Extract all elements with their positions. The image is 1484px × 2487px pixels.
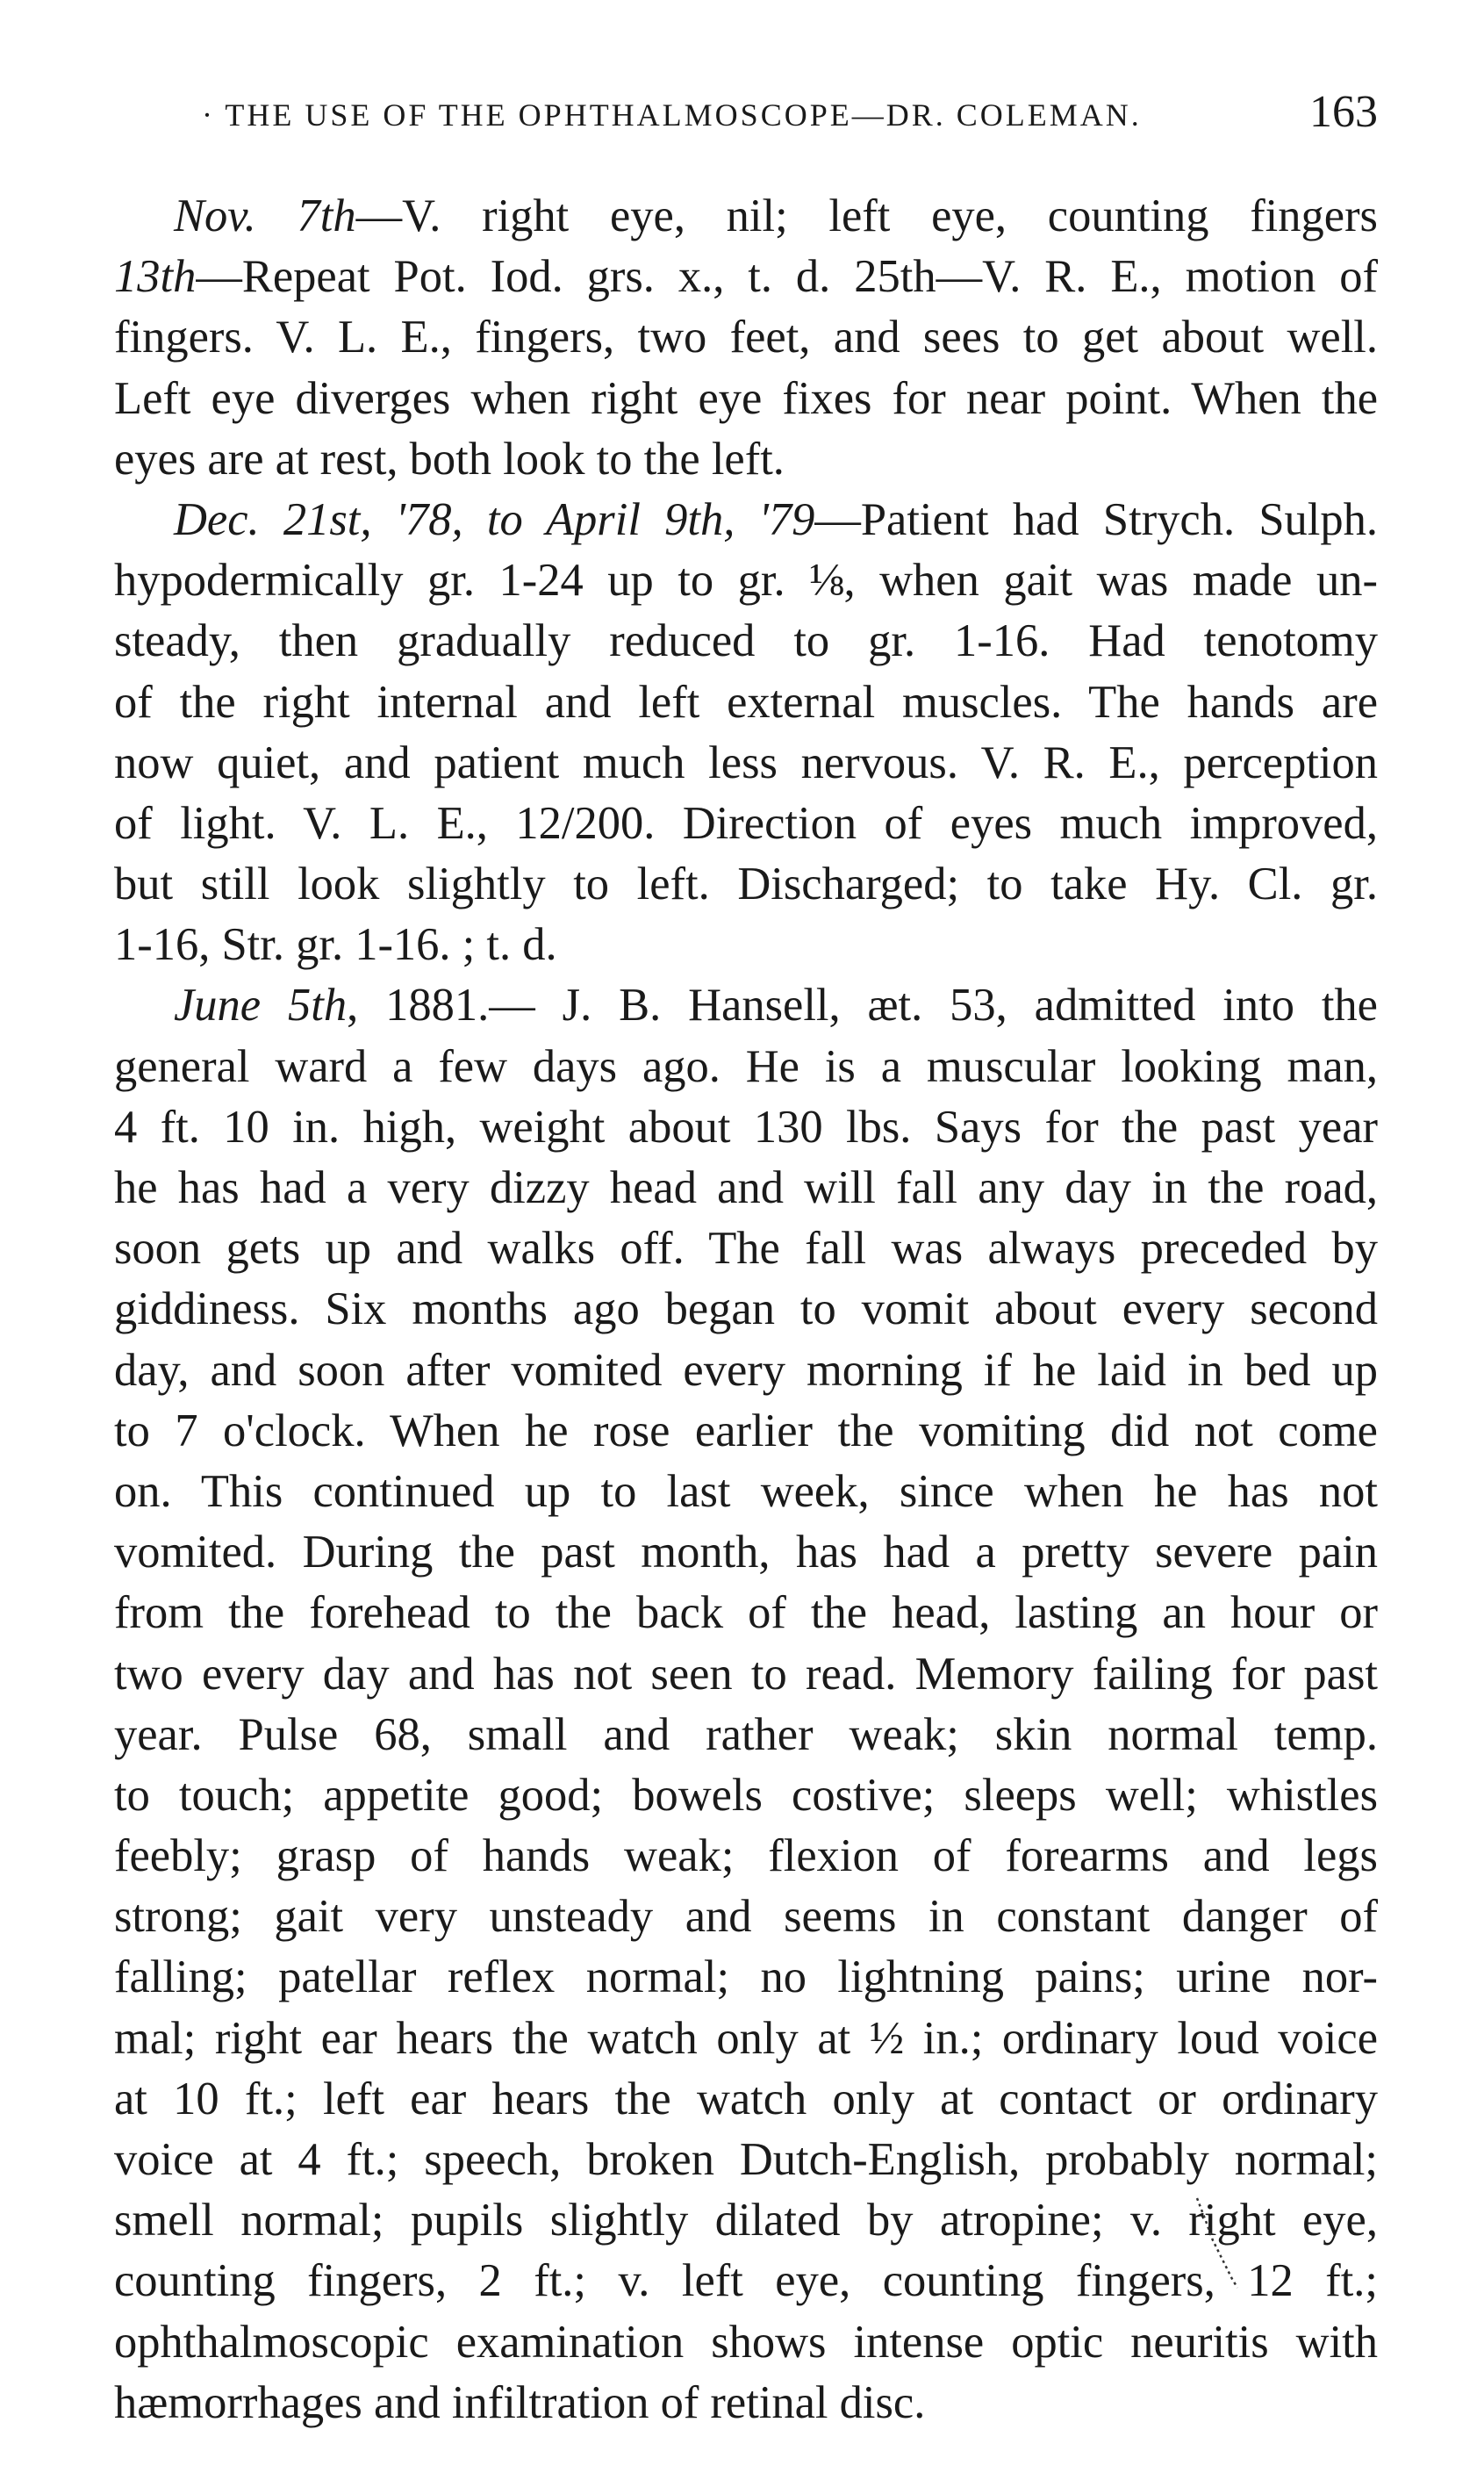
italic-date: June 5th — [174, 980, 348, 1031]
line-text: general ward a few days ago. He is a muscular looking man, — [114, 1040, 1378, 1092]
body-text — [114, 186, 1378, 2433]
running-head — [114, 84, 1378, 146]
line-text: to 7 o'clock. When he rose earlier the vomiting did not come — [114, 1405, 1378, 1456]
line-text: 1-16, Str. gr. 1-16. ; t. d. — [114, 919, 557, 971]
text-line — [114, 915, 1378, 975]
italic-date: Nov. 7th — [174, 190, 356, 241]
text-line — [114, 1341, 1378, 1401]
line-text: fingers. V. L. E., fingers, two feet, and sees to get about well. — [114, 312, 1378, 363]
text-line — [114, 1401, 1378, 1462]
line-text: year. Pulse 68, small and rather weak; skin normal temp. — [114, 1708, 1378, 1760]
text-line — [114, 307, 1378, 368]
stray-pen-mark — [1194, 2195, 1246, 2291]
line-text: now quiet, and patient much less nervous. V. R. E., perception — [114, 737, 1378, 788]
text-line — [114, 672, 1378, 733]
text-line — [114, 490, 1378, 550]
page-number: 163 — [1309, 87, 1378, 137]
text-line — [114, 794, 1378, 854]
text-line — [114, 1826, 1378, 1887]
text-line — [114, 186, 1378, 247]
line-text: , 1881.— J. B. Hansell, æt. 53, admitted into the — [347, 980, 1378, 1031]
line-text: but still look slightly to left. Discharged; to take Hy. Cl. gr. — [114, 859, 1378, 910]
text-line — [114, 1583, 1378, 1643]
text-line — [114, 1705, 1378, 1765]
text-line — [114, 550, 1378, 611]
book-page — [114, 84, 1378, 2433]
line-text: soon gets up and walks off. The fall was always preceded by — [114, 1223, 1378, 1275]
line-text: of the right internal and left external muscles. The hands are — [114, 676, 1378, 728]
line-text: feebly; grasp of hands weak; flexion of forearms and legs — [114, 1830, 1378, 1882]
text-line — [114, 611, 1378, 672]
text-line — [114, 2130, 1378, 2190]
line-text: steady, then gradually reduced to gr. 1-16. Had tenotomy — [114, 615, 1378, 667]
text-line — [114, 1279, 1378, 1340]
text-line — [114, 1097, 1378, 1158]
text-line — [114, 2009, 1378, 2069]
line-text: hypodermically gr. 1-24 up to gr. ⅛, when gait was made un- — [114, 555, 1378, 607]
italic-date: 13th — [114, 251, 197, 303]
line-text: —Patient had Strych. Sulph. — [814, 493, 1378, 545]
line-text: hæmorrhages and infiltration of retinal disc. — [114, 2376, 926, 2428]
text-line — [114, 429, 1378, 490]
line-text: he has had a very dizzy head and will fall any day in the road, — [114, 1162, 1378, 1213]
text-line — [114, 2069, 1378, 2130]
text-line — [114, 1462, 1378, 1522]
text-line — [114, 733, 1378, 794]
line-text: mal; right ear hears the watch only at ½ in.; ordinary loud voice — [114, 2012, 1378, 2064]
text-line — [114, 1887, 1378, 1947]
line-text: two every day and has not seen to read. Memory failing for past — [114, 1648, 1378, 1700]
text-line — [114, 854, 1378, 915]
line-text: of light. V. L. E., 12/200. Direction of eyes much improved, — [114, 797, 1378, 849]
line-text: smell normal; pupils slightly dilated by atropine; v. right eye, — [114, 2195, 1378, 2246]
line-text: counting fingers, 2 ft.; v. left eye, counting fingers, 12 ft.; — [114, 2255, 1378, 2307]
line-text: 4 ft. 10 in. high, weight about 130 lbs. Says for the past year — [114, 1101, 1378, 1153]
text-line — [114, 1765, 1378, 1826]
text-line — [114, 2251, 1378, 2311]
line-text: on. This continued up to last week, since when he has not — [114, 1465, 1378, 1517]
text-line — [114, 1522, 1378, 1583]
text-line — [114, 1158, 1378, 1218]
line-text: falling; patellar reflex normal; no lightning pains; urine nor- — [114, 1952, 1378, 2003]
line-text: from the forehead to the back of the head, lasting an hour or — [114, 1587, 1378, 1639]
text-line — [114, 2373, 1378, 2433]
line-text: giddiness. Six months ago began to vomit about every second — [114, 1283, 1378, 1335]
line-text: ophthalmoscopic examination shows intense optic neuritis with — [114, 2316, 1378, 2368]
text-line — [114, 247, 1378, 307]
line-text: —Repeat Pot. Iod. grs. x., t. d. 25th—V. R. E., motion of — [196, 251, 1378, 303]
line-text: eyes are at rest, both look to the left. — [114, 433, 785, 485]
text-line — [114, 975, 1378, 1036]
line-text: Left eye diverges when right eye fixes for near point. When the — [114, 372, 1378, 424]
text-line — [114, 369, 1378, 429]
text-line — [114, 1037, 1378, 1097]
italic-date: Dec. 21st, '78, to April 9th, '79 — [174, 493, 815, 545]
line-text: strong; gait very unsteady and seems in constant danger of — [114, 1891, 1378, 1943]
text-line — [114, 2312, 1378, 2373]
text-line — [114, 1947, 1378, 2008]
running-title: · THE USE OF THE OPHTHALMOSCOPE—DR. COLEMAN. — [202, 97, 1142, 133]
line-text: vomited. During the past month, has had a pretty severe pain — [114, 1527, 1378, 1578]
line-text: voice at 4 ft.; speech, broken Dutch-English, probably normal; — [114, 2134, 1378, 2185]
text-line — [114, 1218, 1378, 1279]
line-text: day, and soon after vomited every morning if he laid in bed up — [114, 1344, 1378, 1396]
text-line — [114, 1644, 1378, 1705]
line-text: —V. right eye, nil; left eye, counting fingers — [355, 190, 1378, 241]
line-text: at 10 ft.; left ear hears the watch only at contact or ordinary — [114, 2073, 1378, 2124]
text-line — [114, 2190, 1378, 2251]
line-text: to touch; appetite good; bowels costive; sleeps well; whistles — [114, 1769, 1378, 1821]
